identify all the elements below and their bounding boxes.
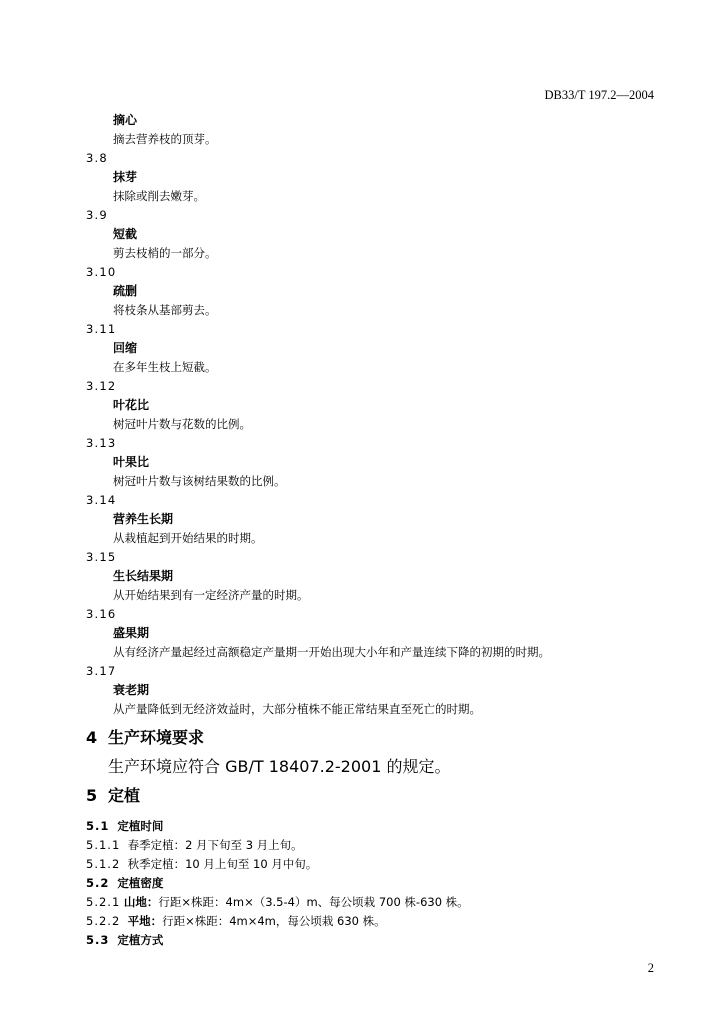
term-definition: 从开始结果到有一定经济产量的时期。 <box>113 588 309 602</box>
clause-number: 5.2.2 <box>86 914 121 928</box>
section-paragraph: 生产环境应符合 GB/T 18407.2-2001 的规定。 <box>108 757 451 776</box>
term-definition: 树冠叶片数与该树结果数的比例。 <box>113 474 286 488</box>
section-heading <box>86 727 666 749</box>
clause-label: 平地： <box>127 914 163 928</box>
clause-number: 5.1 <box>86 819 110 833</box>
term-definition: 在多年生枝上短截。 <box>113 360 217 374</box>
term-definition: 摘去营养枝的顶芽。 <box>113 132 217 146</box>
standard-code: DB33/T 197.2—2004 <box>544 88 654 102</box>
term-number: 3.12 <box>86 379 117 393</box>
term-number: 3.10 <box>86 265 117 279</box>
term-title: 摘心 <box>113 113 138 127</box>
clause <box>86 855 666 874</box>
clause-title: 定植时间 <box>117 819 164 833</box>
term-title: 疏删 <box>113 284 138 298</box>
clause-number: 5.1.1 <box>86 838 121 852</box>
term-definition: 树冠叶片数与花数的比例。 <box>113 417 251 431</box>
term-title: 衰老期 <box>113 683 150 697</box>
term-title: 抹芽 <box>113 170 138 184</box>
page-number: 2 <box>647 961 654 975</box>
clause <box>86 893 666 912</box>
clause-text: 春季定植：2 月下旬至 3 月上旬。 <box>127 838 303 852</box>
term-number: 3.15 <box>86 550 117 564</box>
clause-label: 山地： <box>123 895 159 909</box>
term-definition: 剪去枝梢的一部分。 <box>113 246 217 260</box>
term-title: 生长结果期 <box>113 569 174 583</box>
section-number: 5 <box>86 786 98 805</box>
section-number: 4 <box>86 728 98 747</box>
clause-title: 定植密度 <box>117 876 164 890</box>
term-definition: 从有经济产量起经过高额稳定产量期一开始出现大小年和产量连续下降的初期的时期。 <box>113 645 550 659</box>
term-title: 营养生长期 <box>113 512 174 526</box>
section-heading <box>86 785 666 807</box>
term-number: 3.14 <box>86 493 117 507</box>
section-title: 生产环境要求 <box>108 728 205 747</box>
term-number: 3.8 <box>86 151 108 165</box>
term-number: 3.13 <box>86 436 117 450</box>
clause-heading <box>86 817 666 836</box>
term-definition: 从栽植起到开始结果的时期。 <box>113 531 263 545</box>
term-title: 盛果期 <box>113 626 150 640</box>
clause-number: 5.3 <box>86 933 110 947</box>
section-title: 定植 <box>108 786 141 805</box>
term-title: 叶果比 <box>113 455 150 469</box>
term-title: 短截 <box>113 227 138 241</box>
term-title: 回缩 <box>113 341 138 355</box>
term-definition: 抹除或削去嫩芽。 <box>113 189 205 203</box>
term-definition: 将枝条从基部剪去。 <box>113 303 217 317</box>
term-number: 3.17 <box>86 664 117 678</box>
clause-text: 秋季定植：10 月上旬至 10 月中旬。 <box>127 857 318 871</box>
clause <box>86 912 666 931</box>
document-body <box>86 111 666 950</box>
clause-heading <box>86 874 666 893</box>
term-title: 叶花比 <box>113 398 150 412</box>
clause-number: 5.2 <box>86 876 110 890</box>
clause-heading <box>86 931 666 950</box>
term-number: 3.9 <box>86 208 108 222</box>
clause-text: 行距×株距：4m×4m，每公顷栽 630 株。 <box>162 914 386 928</box>
term-number: 3.16 <box>86 607 117 621</box>
clause <box>86 836 666 855</box>
clause-number: 5.1.2 <box>86 857 121 871</box>
term-definition: 从产量降低到无经济效益时，大部分植株不能正常结果直至死亡的时期。 <box>113 702 481 716</box>
clause-number: 5.2.1 <box>86 895 121 909</box>
clause-title: 定植方式 <box>117 933 164 947</box>
term-number: 3.11 <box>86 322 117 336</box>
clause-text: 行距×株距：4m×（3.5-4）m、每公顷栽 700 株-630 株。 <box>158 895 469 909</box>
